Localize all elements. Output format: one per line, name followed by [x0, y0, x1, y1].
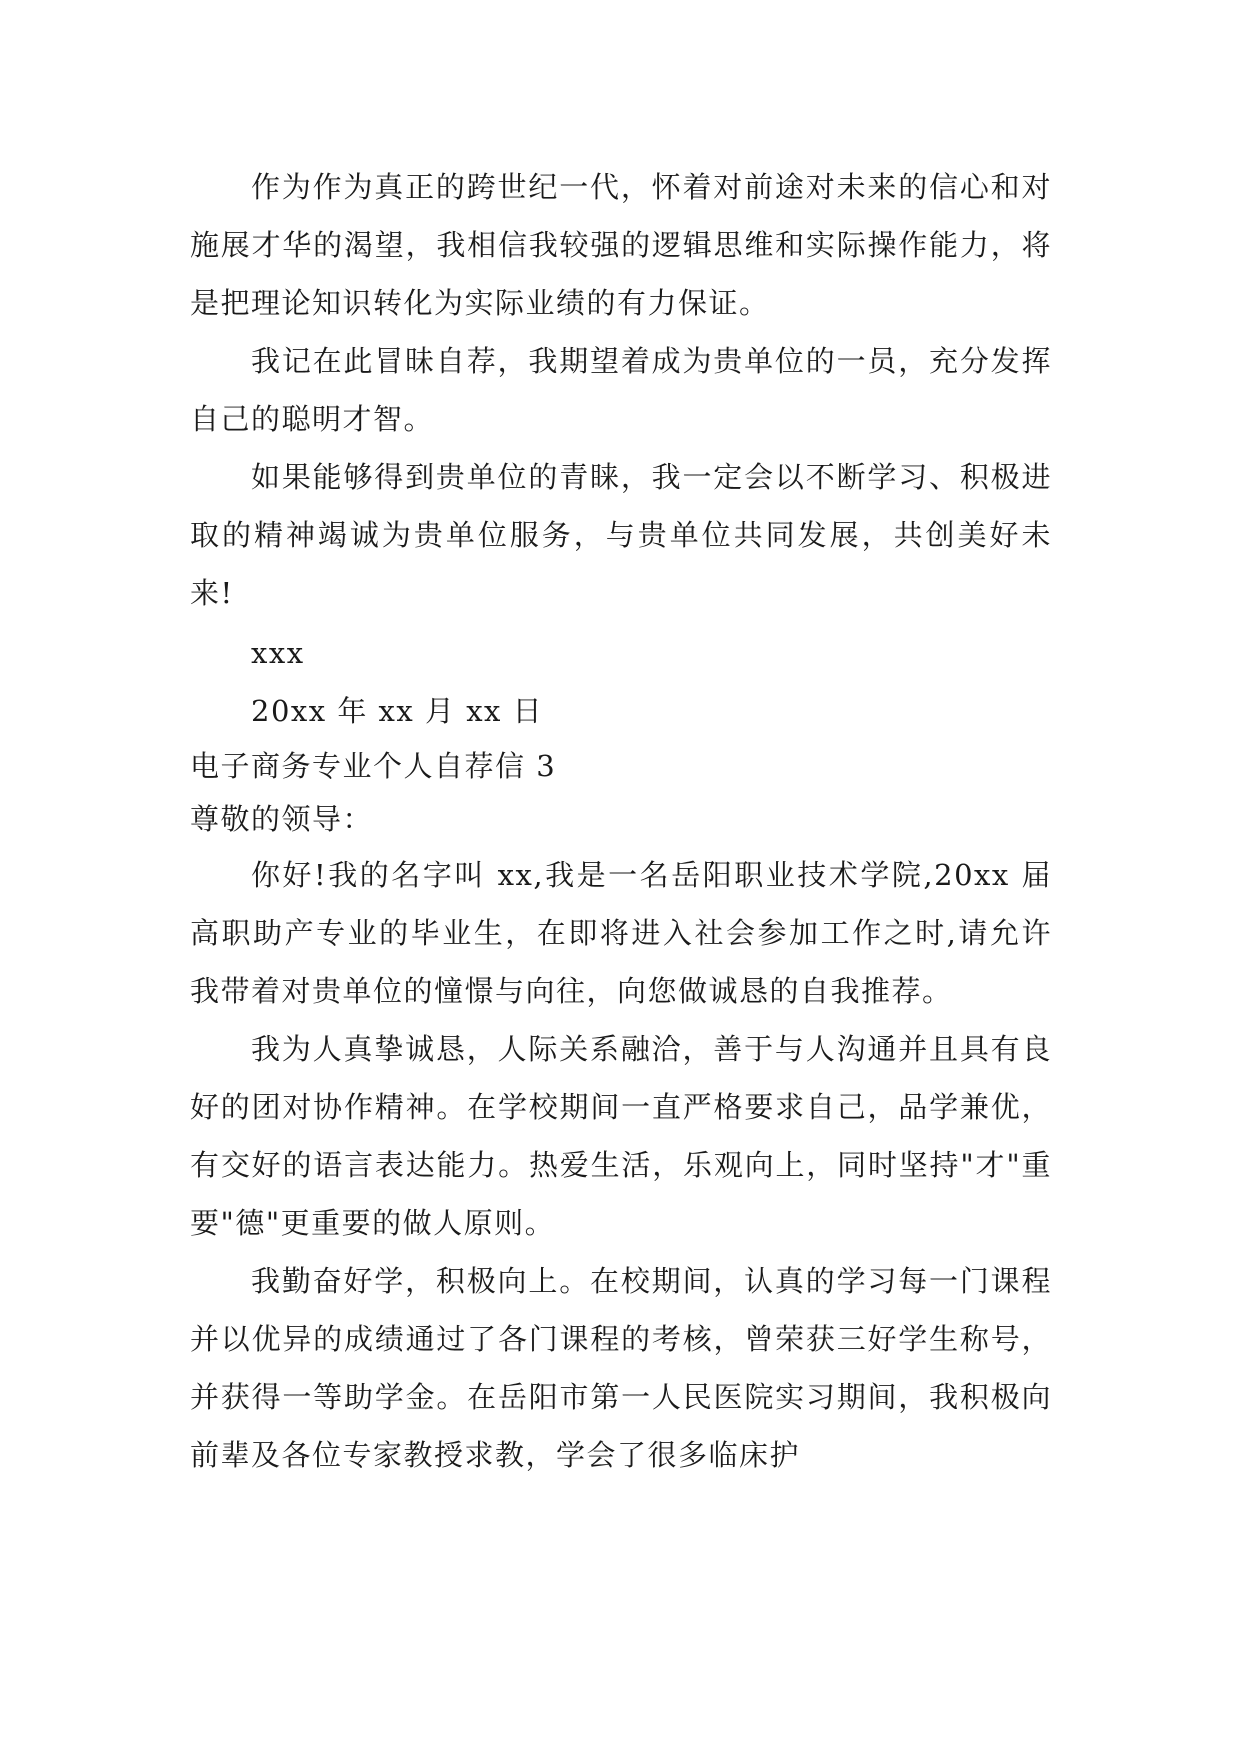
paragraph: 我记在此冒昧自荐，我期望着成为贵单位的一员，充分发挥自己的聪明才智。: [190, 344, 1052, 436]
paragraph: 我为人真挚诚恳，人际关系融洽，善于与人沟通并且具有良好的团对协作精神。在学校期间一直严格要求自己，品学兼优，有交好的语言表达能力。热爱生活，乐观向上，同时坚持"才"重要"德"更重要的做人原则。: [190, 1032, 1052, 1240]
signature: xxx: [251, 636, 305, 670]
paragraph: 作为作为真正的跨世纪一代，怀着对前途对未来的信心和对施展才华的渴望，我相信我较强的逻辑思维和实际操作能力，将是把理论知识转化为实际业绩的有力保证。: [190, 170, 1052, 320]
salutation: 尊敬的领导：: [190, 802, 374, 836]
date-line: 20xx 年 xx 月 xx 日: [251, 694, 544, 728]
document-body: [190, 158, 1052, 1484]
paragraph: 我勤奋好学，积极向上。在校期间，认真的学习每一门课程并以优异的成绩通过了各门课程的考核，曾荣获三好学生称号，并获得一等助学金。在岳阳市第一人民医院实习期间，我积极向前辈及各位专家教授求教，学会了很多临床护: [190, 1264, 1052, 1472]
paragraph: 如果能够得到贵单位的青睐，我一定会以不断学习、积极进取的精神竭诚为贵单位服务，与贵单位共同发展，共创美好未来!: [190, 460, 1052, 610]
paragraph: 你好!我的名字叫 xx,我是一名岳阳职业技术学院,20xx 届高职助产专业的毕业生，在即将进入社会参加工作之时,请允许我带着对贵单位的憧憬与向往，向您做诚恳的自我推荐。: [190, 858, 1052, 1008]
letter-title: 电子商务专业个人自荐信 3: [190, 749, 557, 783]
